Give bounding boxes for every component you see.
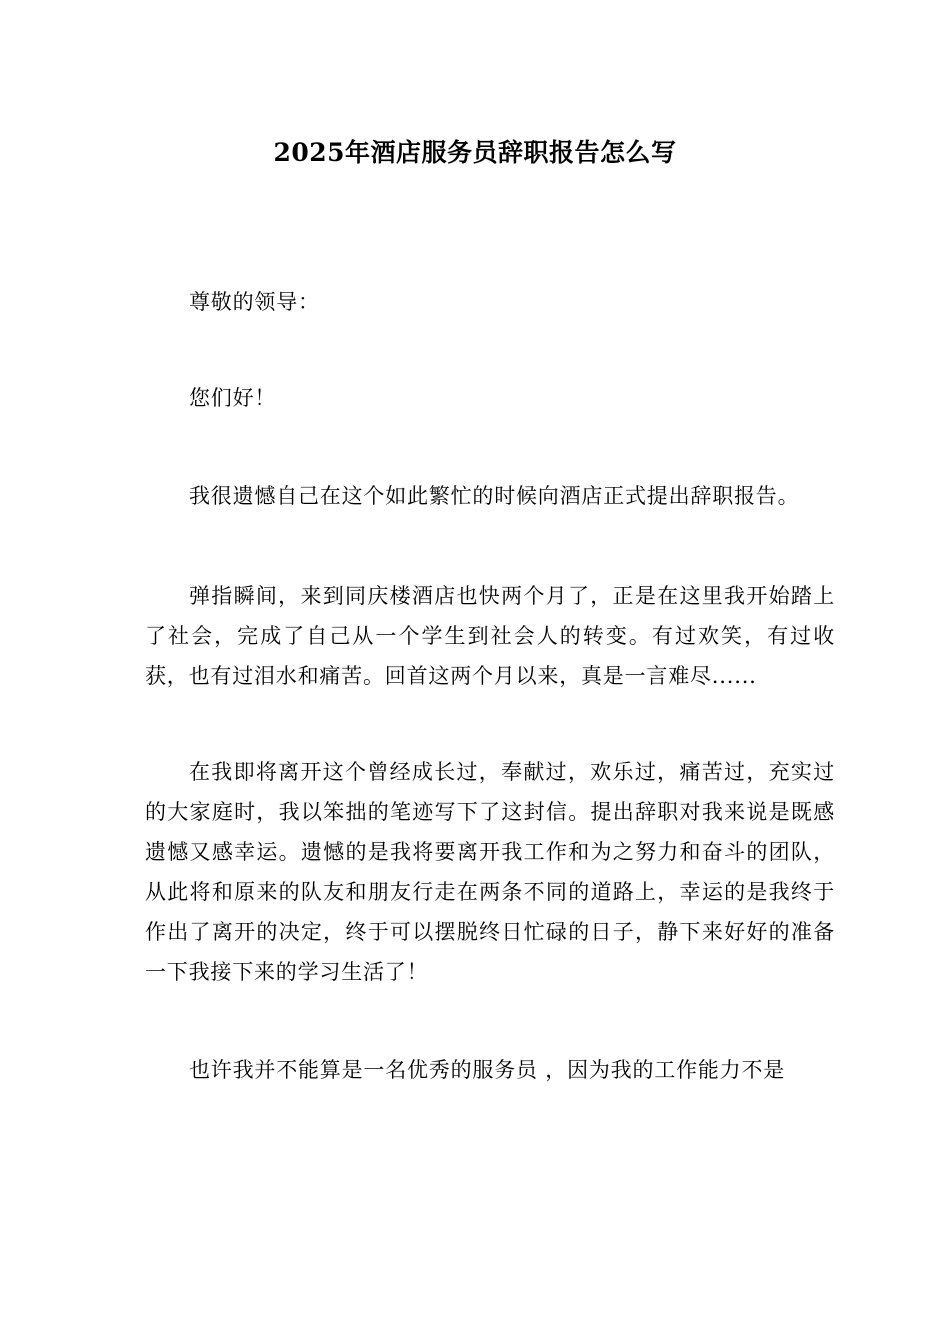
document-title: 2025年酒店服务员辞职报告怎么写 <box>273 138 677 167</box>
paragraph-2: 弹指瞬间，来到同庆楼酒店也快两个月了，正是在这里我开始踏上了社会，完成了自己从一个学生到社会人的转变。有过欢笑，有过收获，也有过泪水和痛苦。回首这两个月以来，真是一言难尽...... <box>145 584 835 688</box>
document-body <box>145 282 835 1090</box>
paragraph-4: 也许我并不能算是一名优秀的服务员 ，因为我的工作能力不是 <box>189 1058 786 1082</box>
paragraph-1: 我很遗憾自己在这个如此繁忙的时候向酒店正式提出辞职报告。 <box>189 484 800 508</box>
salutation: 尊敬的领导： <box>189 290 320 314</box>
greeting: 您们好！ <box>189 386 277 410</box>
paragraph-3: 在我即将离开这个曾经成长过，奉献过，欢乐过，痛苦过，充实过的大家庭时，我以笨拙的笔迹写下了这封信。提出辞职对我来说是既感遗憾又感幸运。遗憾的是我将要离开我工作和为之努力和奋斗的团队，从此将和原来的队友和朋友行走在两条不同的道路上，幸运的是我终于作出了离开的决定，终于可以摆脱终日忙碌的日子，静下来好好的准备一下我接下来的学习生活了！ <box>145 760 835 984</box>
